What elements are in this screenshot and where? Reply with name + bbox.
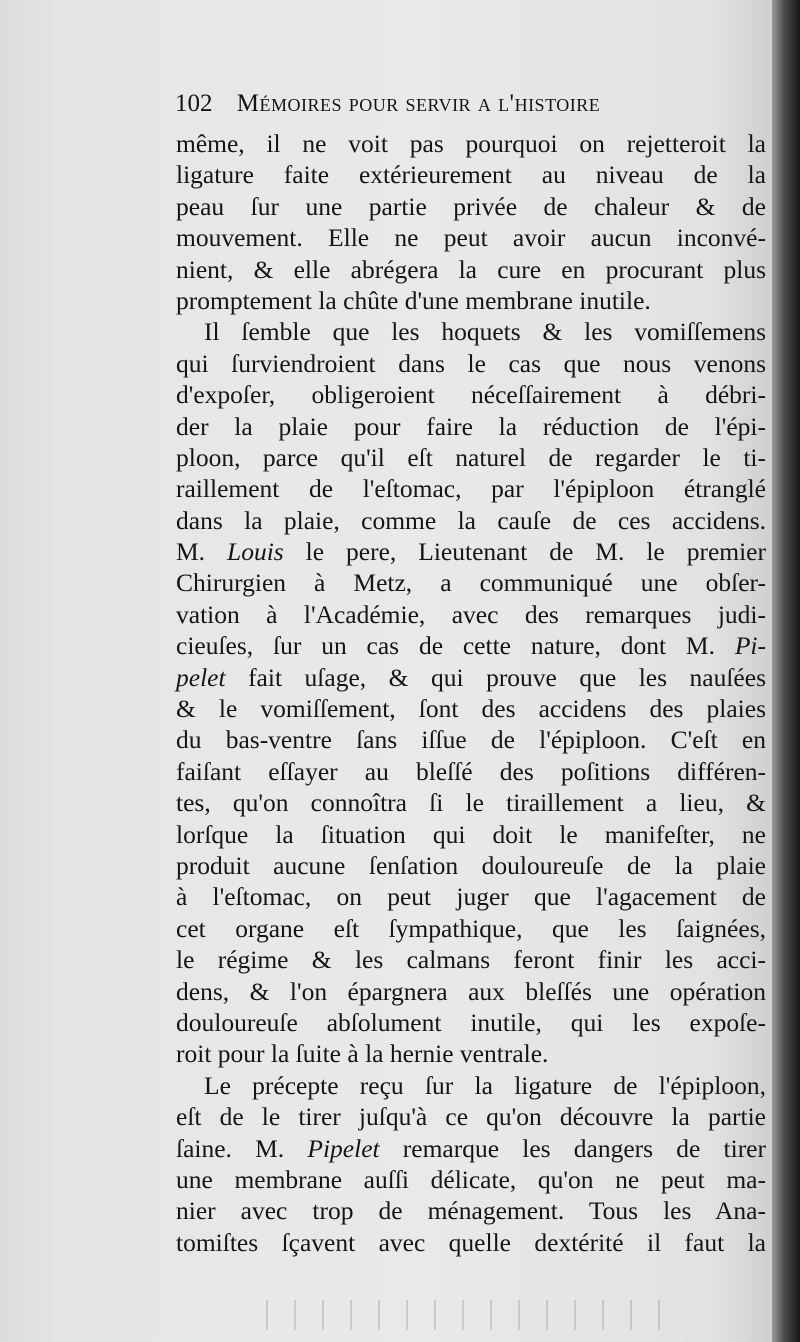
- book-spine-shadow: [772, 0, 800, 1342]
- page-header: [175, 90, 765, 126]
- italic-name: Pipelet: [307, 1133, 380, 1163]
- text-line: mouvement. Elle ne peut avoir aucun inconvé-: [176, 223, 766, 253]
- text-line: dans la plaie, comme la cauſe de ces accidens.: [176, 505, 766, 535]
- text-line: à l'eſtomac, on peut juger que l'agacement de: [176, 882, 766, 912]
- text-line: lorſque la ſituation qui doit le manifeſter, ne: [176, 819, 766, 849]
- text-line: tes, qu'on connoîtra ſi le tiraillement a lieu, &: [176, 788, 766, 818]
- text-line: raillement de l'eſtomac, par l'épiploon étranglé: [176, 474, 766, 504]
- text-line: roit pour la ſuite à la hernie ventrale.: [176, 1039, 549, 1069]
- text-line: eſt de le tirer juſqu'à ce qu'on découvre la partie: [176, 1102, 766, 1132]
- text-run: M.: [176, 537, 228, 567]
- text-line: & le vomiſſement, ſont des accidens des plaies: [176, 694, 766, 724]
- text-line: ploon, parce qu'il eſt naturel de regarder le ti-: [176, 442, 766, 472]
- text-line: faiſant eſſayer au bleſſé des poſitions différen-: [176, 756, 766, 786]
- text-line: dens, & l'on épargnera aux bleſſés une opération: [176, 976, 766, 1006]
- text-line: nier avec trop de ménagement. Tous les Ana-: [176, 1196, 766, 1226]
- text-run: ſaine. M.: [176, 1133, 308, 1163]
- text-run: cieuſes, ſur un cas de cette nature, dont M.: [176, 631, 735, 661]
- text-run: remarque les dangers de tirer: [379, 1133, 766, 1163]
- text-line: promptement la chûte d'une membrane inutile.: [176, 285, 651, 315]
- text-line: Il ſemble que les hoquets & les vomiſſemens: [204, 317, 766, 347]
- text-line: [176, 662, 766, 693]
- italic-name: Louis: [227, 537, 284, 567]
- text-line: même, il ne voit pas pourquoi on rejetteroit la: [176, 129, 766, 158]
- text-line: [176, 630, 766, 661]
- text-line: le régime & les calmans feront finir les acci-: [176, 945, 766, 975]
- text-line: d'expoſer, obligeroient néceſſairement à débri-: [176, 380, 766, 410]
- text-line: tomiſtes ſçavent avec quelle dextérité il faut la: [176, 1227, 766, 1257]
- running-head: Mémoires pour servir a l'histoire: [236, 90, 601, 117]
- page-number: 102: [175, 90, 213, 117]
- text-run: fait uſage, & qui prouve que les nauſées: [225, 662, 766, 692]
- show-through-ink: [240, 1300, 660, 1330]
- italic-name: Pi-: [734, 631, 766, 661]
- text-line: [176, 1133, 766, 1164]
- text-line: peau ſur une partie privée de chaleur & de: [176, 191, 766, 221]
- italic-name: pelet: [176, 662, 226, 692]
- text-line: Le précepte reçu ſur la ligature de l'épiploon,: [204, 1070, 766, 1100]
- text-line: ligature faite extérieurement au niveau de la: [176, 160, 766, 190]
- text-line: [176, 536, 766, 567]
- text-line: vation à l'Académie, avec des remarques judi-: [176, 599, 766, 629]
- text-line: produit aucune ſenſation douloureuſe de la plaie: [176, 850, 766, 880]
- text-line: cet organe eſt ſympathique, que les ſaignées,: [176, 913, 766, 943]
- text-line: du bas-ventre ſans iſſue de l'épiploon. C'eſt en: [176, 725, 766, 755]
- text-line: der la plaie pour faire la réduction de l'épi-: [176, 411, 766, 441]
- text-line: douloureuſe abſolument inutile, qui les expoſe-: [176, 1007, 766, 1037]
- text-run: le pere, Lieutenant de M. le premier: [283, 537, 766, 567]
- text-line: qui ſurviendroient dans le cas que nous venons: [176, 348, 766, 378]
- text-line: Chirurgien à Metz, a communiqué une obſer-: [176, 568, 766, 598]
- text-line: nient, & elle abrégera la cure en procurant plus: [176, 254, 766, 284]
- text-line: une membrane auſſi délicate, qu'on ne peut ma-: [176, 1164, 766, 1194]
- body-text: [176, 128, 766, 1258]
